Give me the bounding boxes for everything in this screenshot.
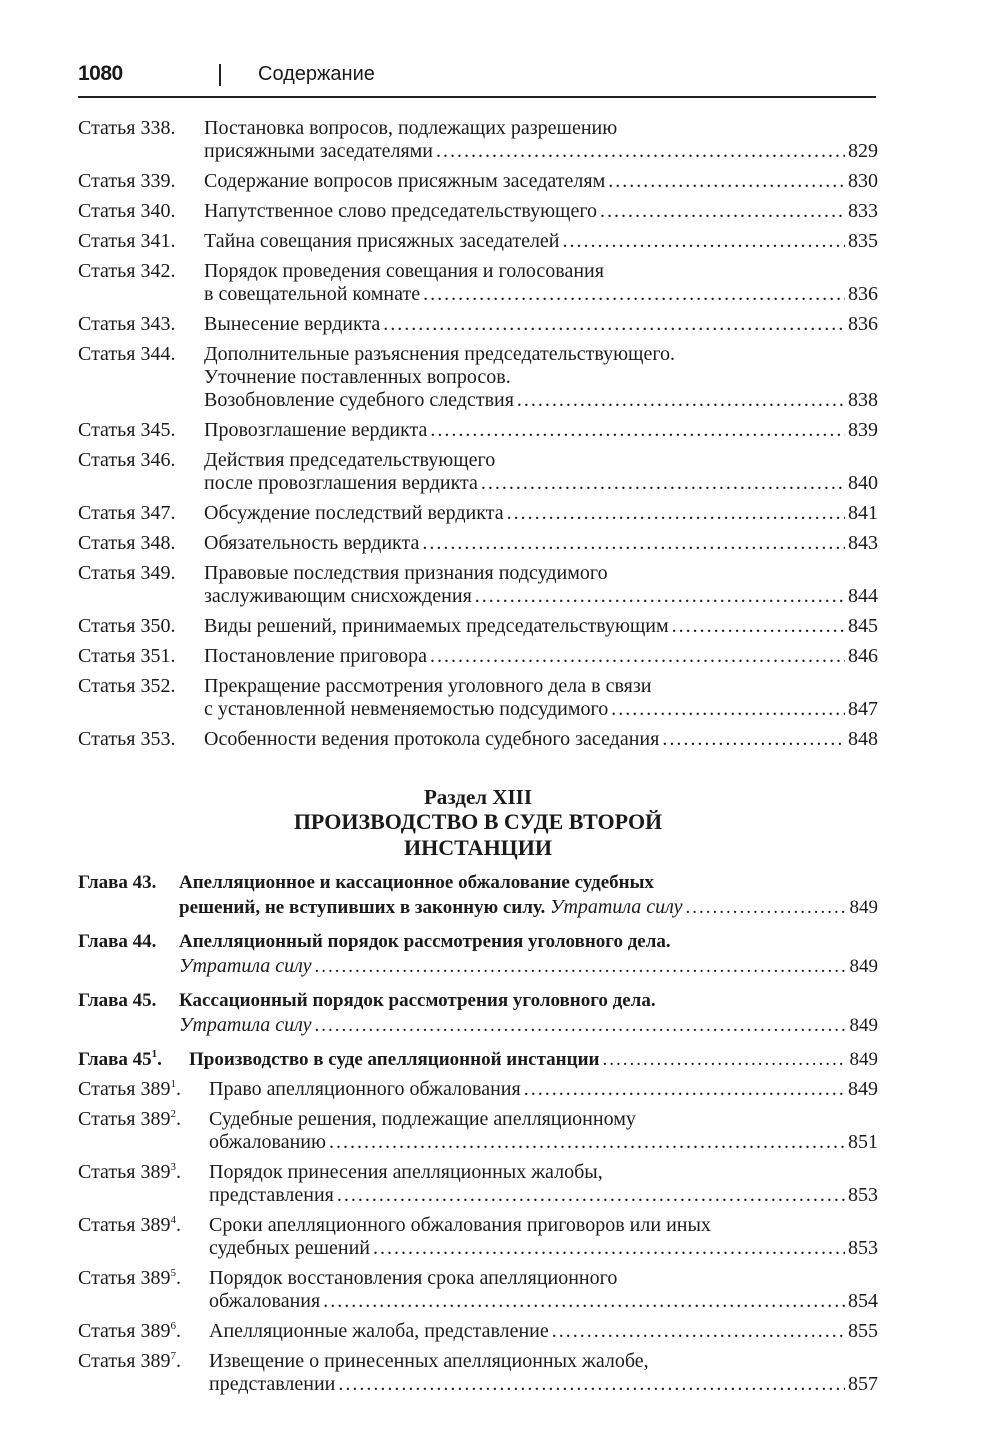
dot-leader xyxy=(611,698,845,721)
entry-last-line xyxy=(204,698,878,721)
chapter-last-line xyxy=(179,1013,878,1038)
article-entry[interactable] xyxy=(78,117,878,163)
page-ref: 829 xyxy=(848,140,878,162)
articles-list-bottom xyxy=(78,1078,878,1396)
entry-last-line xyxy=(204,419,878,442)
page-number: 1080 xyxy=(78,62,123,85)
dot-leader xyxy=(563,230,845,253)
dot-leader xyxy=(600,200,845,223)
article-body xyxy=(204,645,878,668)
entry-text-line: Постановка вопросов, подлежащих разрешению xyxy=(204,117,618,139)
entry-last-line xyxy=(204,645,878,668)
entry-text-line: Особенности ведения протокола судебного заседания xyxy=(204,728,660,750)
entry-text-line: присяжными заседателями xyxy=(204,140,434,162)
chapter-title-line: Апелляционный порядок рассмотрения уголовного дела. xyxy=(179,931,671,952)
article-body xyxy=(204,313,878,336)
article-body xyxy=(204,615,878,638)
article-label: Статья $389^1$. xyxy=(78,1078,181,1100)
running-header xyxy=(78,62,876,98)
dot-leader xyxy=(423,283,845,306)
article-entry[interactable] xyxy=(78,260,878,306)
dot-leader xyxy=(436,140,845,163)
dot-leader xyxy=(475,585,845,608)
page-ref: 855 xyxy=(848,1320,878,1342)
entry-text-line: Вынесение вердикта xyxy=(204,313,381,335)
article-entry[interactable] xyxy=(78,502,878,525)
entry-text-line: Право апелляционного обжалования xyxy=(209,1078,521,1100)
repealed-note: Утратила силу xyxy=(550,896,683,918)
entry-text-line: заслуживающим снисхождения xyxy=(204,585,472,607)
article-body xyxy=(204,675,878,721)
article-label: Статья 347. xyxy=(78,502,176,524)
page-ref: 836 xyxy=(848,283,878,305)
article-label: Статья 345. xyxy=(78,419,176,441)
article-label: Статья $389^6$. xyxy=(78,1320,181,1342)
entry-text-line: Уточнение поставленных вопросов. xyxy=(204,366,511,388)
entry-last-line xyxy=(204,200,878,223)
page-ref: 833 xyxy=(848,200,878,222)
article-body xyxy=(209,1214,878,1260)
dot-leader xyxy=(422,532,845,555)
entry-text-line: Прекращение рассмотрения уголовного дела в связи xyxy=(204,675,652,697)
repealed-note: Утратила силу xyxy=(179,1014,312,1036)
article-label: Статья 352. xyxy=(78,675,176,697)
chapter-title-line: решений, не вступивших в законную силу. xyxy=(179,897,546,918)
article-entry[interactable] xyxy=(78,562,878,608)
article-label: Статья 340. xyxy=(78,200,176,222)
article-label: Статья 341. xyxy=(78,230,176,252)
page-ref: 854 xyxy=(848,1290,878,1312)
entry-last-line xyxy=(209,1373,878,1396)
dot-leader xyxy=(383,313,845,336)
dot-leader xyxy=(602,1048,846,1072)
entry-text-line: Апелляционные жалоба, представление xyxy=(209,1320,549,1342)
article-entry[interactable] xyxy=(78,1267,878,1313)
article-label: Статья $389^7$. xyxy=(78,1350,181,1372)
article-entry[interactable] xyxy=(78,200,878,223)
article-label: Статья $389^4$. xyxy=(78,1214,181,1236)
article-body xyxy=(204,343,878,412)
article-label: Статья 350. xyxy=(78,615,176,637)
article-entry[interactable] xyxy=(78,532,878,555)
article-entry[interactable] xyxy=(78,615,878,638)
page-ref: 849 xyxy=(849,1015,878,1036)
page-ref: 849 xyxy=(849,1049,878,1070)
entry-last-line xyxy=(209,1078,878,1101)
article-entry[interactable] xyxy=(78,343,878,412)
article-body xyxy=(204,170,878,193)
section-title-line-1: ПРОИЗВОДСТВО В СУДЕ ВТОРОЙ xyxy=(293,809,663,834)
dot-leader xyxy=(608,170,845,193)
article-body xyxy=(204,200,878,223)
page-ref: 838 xyxy=(848,389,878,411)
dot-leader xyxy=(430,419,845,442)
article-body xyxy=(204,502,878,525)
dot-leader xyxy=(323,1290,845,1313)
entry-text-line: Напутственное слово председательствующего xyxy=(204,200,598,222)
dot-leader xyxy=(337,1184,845,1207)
entry-text-line: Порядок принесения апелляционных жалобы, xyxy=(209,1161,603,1183)
entry-text-line: Постановление приговора xyxy=(204,645,427,667)
entry-text-line: представления xyxy=(209,1184,334,1206)
entry-text-line: Обязательность вердикта xyxy=(204,532,420,554)
entry-text-line: Судебные решения, подлежащие апелляционному xyxy=(209,1108,636,1130)
page-ref: 849 xyxy=(849,897,878,918)
page-ref: 853 xyxy=(848,1184,878,1206)
article-label: Статья 346. xyxy=(78,449,176,471)
dot-leader xyxy=(329,1131,845,1154)
repealed-note: Утратила силу xyxy=(179,955,312,977)
entry-last-line xyxy=(204,140,878,163)
page-ref: 849 xyxy=(849,956,878,977)
entry-last-line xyxy=(209,1290,878,1313)
article-body xyxy=(209,1161,878,1207)
entry-last-line xyxy=(204,283,878,306)
chapter-title: Производство в суде апелляционной инстанции xyxy=(189,1049,600,1070)
article-entry[interactable] xyxy=(78,645,878,668)
chapter-last-line xyxy=(179,954,878,979)
dot-leader xyxy=(315,955,847,979)
article-entry[interactable] xyxy=(78,675,878,721)
entry-text-line: Сроки апелляционного обжалования приговоров или иных xyxy=(209,1214,711,1236)
entry-last-line xyxy=(204,728,878,751)
page-ref: 857 xyxy=(848,1373,878,1395)
entry-text-line: в совещательной комнате xyxy=(204,283,421,305)
article-label: Статья 342. xyxy=(78,260,176,282)
chapter-label: Глава $45^1$. xyxy=(78,1048,162,1070)
page-ref: 841 xyxy=(848,502,878,524)
page-ref: 851 xyxy=(848,1131,878,1153)
dot-leader xyxy=(517,389,845,412)
article-body xyxy=(209,1078,878,1101)
chapters-list xyxy=(78,871,878,1038)
page-ref: 843 xyxy=(848,532,878,554)
article-label: Статья 344. xyxy=(78,343,176,365)
article-entry[interactable] xyxy=(78,1108,878,1154)
article-body xyxy=(209,1350,878,1396)
page-ref: 853 xyxy=(848,1237,878,1259)
dot-leader xyxy=(481,472,845,495)
article-label: Статья $389^5$. xyxy=(78,1267,181,1289)
table-of-contents xyxy=(78,117,878,1403)
chapter-entry[interactable] xyxy=(78,930,878,979)
dot-leader xyxy=(373,1237,845,1260)
chapter-body xyxy=(179,989,878,1038)
header-separator xyxy=(219,64,221,86)
article-body xyxy=(204,419,878,442)
header-title: Содержание xyxy=(258,63,375,85)
page-ref: 845 xyxy=(848,615,878,637)
article-body xyxy=(204,532,878,555)
chapter-last-line xyxy=(179,895,878,920)
article-entry[interactable] xyxy=(78,313,878,336)
article-label: Статья $389^3$. xyxy=(78,1161,181,1183)
entry-last-line xyxy=(204,389,878,412)
entry-last-line xyxy=(204,313,878,336)
article-label: Статья $389^2$. xyxy=(78,1108,181,1130)
entry-text-line: Извещение о принесенных апелляционных жалобе, xyxy=(209,1350,649,1372)
article-body xyxy=(204,728,878,751)
entry-text-line: Содержание вопросов присяжным заседателям xyxy=(204,170,606,192)
article-body xyxy=(204,562,878,608)
article-entry[interactable] xyxy=(78,449,878,495)
page-ref: 830 xyxy=(848,170,878,192)
entry-text-line: Виды решений, принимаемых председательствующим xyxy=(204,615,669,637)
entry-text-line: Обсуждение последствий вердикта xyxy=(204,502,504,524)
chapter-label: Глава 44. xyxy=(78,931,157,952)
entry-text-line: Действия председательствующего xyxy=(204,449,496,471)
article-body xyxy=(209,1320,878,1343)
page-ref: 835 xyxy=(848,230,878,252)
article-entry[interactable] xyxy=(78,1320,878,1343)
entry-text-line: Возобновление судебного следствия xyxy=(204,389,514,411)
article-body xyxy=(204,230,878,253)
article-label: Статья 343. xyxy=(78,313,176,335)
entry-text-line: Тайна совещания присяжных заседателей xyxy=(204,230,560,252)
article-entry[interactable] xyxy=(78,1078,878,1101)
chapter-entry[interactable] xyxy=(78,1048,878,1072)
page-ref: 847 xyxy=(848,698,878,720)
article-body xyxy=(204,260,878,306)
dot-leader xyxy=(672,615,845,638)
article-body xyxy=(204,117,878,163)
section-title-line-2: ИНСТАНЦИИ xyxy=(403,835,553,860)
section-heading xyxy=(78,785,878,861)
articles-list-top xyxy=(78,117,878,751)
entry-text-line: Порядок восстановления срока апелляционного xyxy=(209,1267,618,1289)
entry-text-line: с установленной невменяемостью подсудимого xyxy=(204,698,609,720)
entry-last-line xyxy=(204,170,878,193)
page-ref: 846 xyxy=(848,645,878,667)
entry-text-line: Дополнительные разъяснения председательствующего. xyxy=(204,343,676,365)
article-entry[interactable] xyxy=(78,1350,878,1396)
article-body xyxy=(209,1267,878,1313)
entry-last-line xyxy=(209,1184,878,1207)
dot-leader xyxy=(552,1320,845,1343)
dot-leader xyxy=(430,645,845,668)
entry-text-line: обжалования xyxy=(209,1290,321,1312)
chapter-title-line: Кассационный порядок рассмотрения уголовного дела. xyxy=(179,990,656,1011)
dot-leader xyxy=(338,1373,845,1396)
dot-leader xyxy=(686,896,847,920)
dot-leader xyxy=(524,1078,845,1101)
entry-last-line xyxy=(204,532,878,555)
article-label: Статья 353. xyxy=(78,728,176,750)
page-ref: 848 xyxy=(848,728,878,750)
article-label: Статья 338. xyxy=(78,117,176,139)
chapter-label: Глава 45. xyxy=(78,990,157,1011)
entry-text-line: Провозглашение вердикта xyxy=(204,419,428,441)
article-label: Статья 348. xyxy=(78,532,176,554)
article-entry[interactable] xyxy=(78,170,878,193)
entry-last-line xyxy=(209,1131,878,1154)
chapter-title-line: Апелляционное и кассационное обжалование судебных xyxy=(179,872,654,893)
article-entry[interactable] xyxy=(78,728,878,751)
page-ref: 849 xyxy=(848,1078,878,1100)
entry-text-line: Порядок проведения совещания и голосования xyxy=(204,260,604,282)
article-label: Статья 349. xyxy=(78,562,176,584)
article-body xyxy=(204,449,878,495)
entry-last-line xyxy=(204,230,878,253)
dot-leader xyxy=(315,1014,847,1038)
entry-text-line: Правовые последствия признания подсудимого xyxy=(204,562,608,584)
entry-last-line xyxy=(204,615,878,638)
article-label: Статья 339. xyxy=(78,170,176,192)
page-ref: 844 xyxy=(848,585,878,607)
entry-text-line: представлении xyxy=(209,1373,336,1395)
entry-last-line xyxy=(204,472,878,495)
page-ref: 836 xyxy=(848,313,878,335)
dot-leader xyxy=(662,728,845,751)
article-entry[interactable] xyxy=(78,419,878,442)
entry-last-line xyxy=(204,502,878,525)
entry-last-line xyxy=(209,1237,878,1260)
chapter-body xyxy=(179,871,878,920)
article-entry[interactable] xyxy=(78,230,878,253)
page-ref: 839 xyxy=(848,419,878,441)
entry-text-line: судебных решений xyxy=(209,1237,370,1259)
page-ref: 840 xyxy=(848,472,878,494)
section-number: Раздел XIII xyxy=(423,785,533,809)
chapter-entry[interactable] xyxy=(78,871,878,920)
article-entry[interactable] xyxy=(78,1214,878,1260)
article-entry[interactable] xyxy=(78,1161,878,1207)
entry-last-line xyxy=(209,1320,878,1343)
article-body xyxy=(209,1108,878,1154)
article-label: Статья 351. xyxy=(78,645,176,667)
dot-leader xyxy=(507,502,845,525)
chapter-body xyxy=(179,930,878,979)
chapter-label: Глава 43. xyxy=(78,872,157,893)
entry-text-line: после провозглашения вердикта xyxy=(204,472,478,494)
entry-last-line xyxy=(204,585,878,608)
entry-text-line: обжалованию xyxy=(209,1131,326,1153)
chapter-entry[interactable] xyxy=(78,989,878,1038)
